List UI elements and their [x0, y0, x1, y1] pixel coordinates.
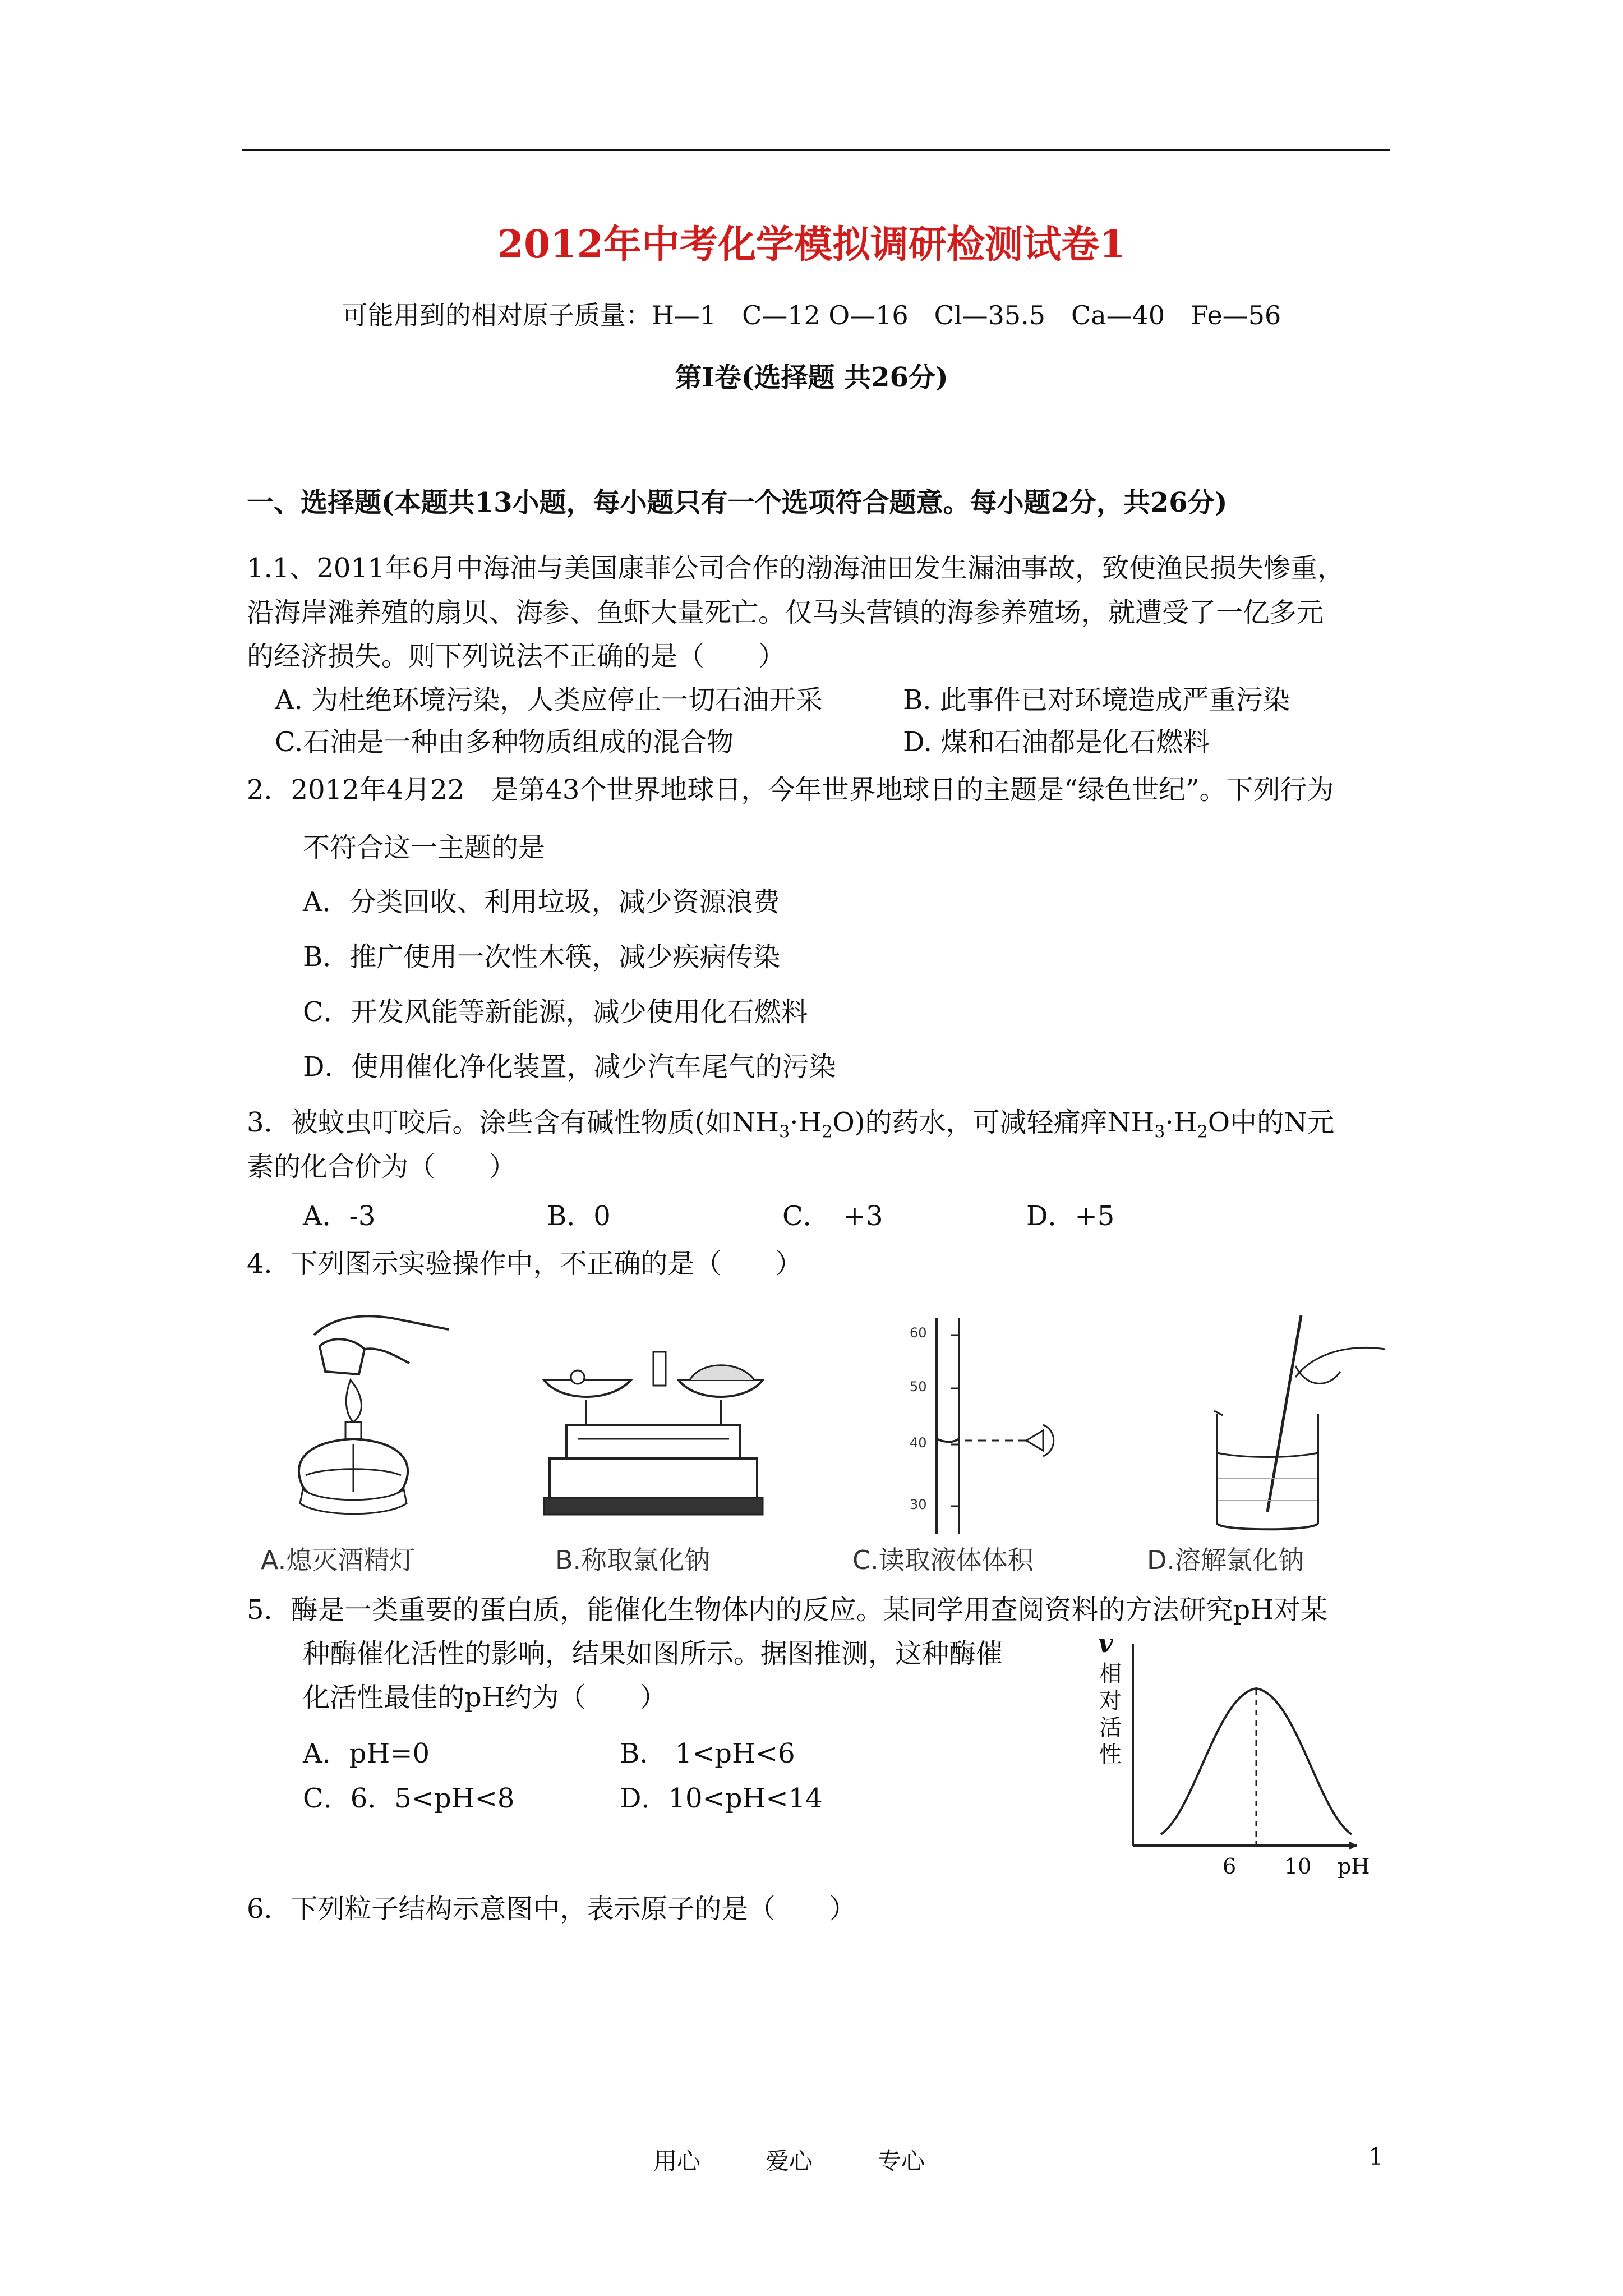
- q5-option-c: C．6．5<pH<8: [303, 1783, 515, 1814]
- q2-line-2: 不符合这一主题的是: [303, 832, 546, 863]
- q5-line-2: 种酶催化活性的影响，结果如图所示。据图推测，这种酶催: [303, 1638, 1003, 1669]
- q5-option-b: B. 1<pH<6: [620, 1738, 795, 1769]
- figure-balance: [538, 1346, 768, 1537]
- q2-option-b: B．推广使用一次性木筷，减少疾病传染: [303, 941, 781, 973]
- footer-item-1: 用心: [653, 2147, 701, 2175]
- enzyme-activity-graph: [1088, 1627, 1402, 1885]
- caption-a: A.熄灭酒精灯: [261, 1545, 416, 1575]
- page-title: 2012年中考化学模拟调研检测试卷1: [497, 222, 1126, 267]
- caption-b: B.称取氯化钠: [555, 1545, 711, 1575]
- q6-line: 6．下列粒子结构示意图中，表示原子的是（ ）: [247, 1893, 856, 1925]
- q2-line-1: 2．2012年4月22 是第43个世界地球日，今年世界地球日的主题是“绿色世纪”。下列行为: [247, 774, 1334, 806]
- q3-line-1: 3．被蚊虫叮咬后。涂些含有碱性物质(如$NH_3\cdot H_2O$)的药水，可减轻痛痒$NH_3\cdot H_2O$中的N元: [247, 1107, 1335, 1142]
- q2-option-d: D．使用催化净化装置，减少汽车尾气的污染: [303, 1051, 836, 1083]
- q4-line: 4．下列图示实验操作中，不正确的是（ ）: [247, 1248, 803, 1280]
- figure-beaker: [1200, 1310, 1385, 1534]
- q1-option-a: A. 为杜绝环境污染，人类应停止一切石油开采: [275, 684, 823, 716]
- q3-option-b: B．0: [547, 1200, 611, 1232]
- cylinder-tick-50: 50: [910, 1379, 927, 1395]
- caption-d: D.溶解氯化钠: [1147, 1545, 1304, 1575]
- header-rule: [242, 149, 1390, 151]
- q1-line-3: 的经济损失。则下列说法不正确的是（ ）: [247, 641, 786, 672]
- atomic-masses: 可能用到的相对原子质量：H—1 C—12 O—16 Cl—35.5 Ca—40 Fe—56: [342, 300, 1281, 330]
- cylinder-tick-30: 30: [910, 1497, 927, 1512]
- footer-item-3: 专心: [878, 2147, 925, 2175]
- figure-measuring-cylinder: [903, 1313, 1088, 1537]
- q2-option-c: C．开发风能等新能源，减少使用化石燃料: [303, 996, 808, 1028]
- volume-title: 第Ⅰ卷(选择题 共26分): [675, 362, 948, 393]
- section-title: 一、选择题(本题共13小题，每小题只有一个选项符合题意。每小题2分，共26分): [247, 487, 1228, 518]
- graph-x-tick-10: 10: [1284, 1854, 1312, 1879]
- q5-line-3: 化活性最佳的pH约为（ ）: [303, 1682, 667, 1713]
- cylinder-tick-60: 60: [910, 1325, 927, 1341]
- q5-line-1: 5．酶是一类重要的蛋白质，能催化生物体内的反应。某同学用查阅资料的方法研究pH对某: [247, 1594, 1328, 1626]
- q1-option-c: C.石油是一种由多种物质组成的混合物: [275, 726, 734, 758]
- q2-option-a: A．分类回收、利用垃圾，减少资源浪费: [303, 886, 780, 918]
- q5-option-a: A．pH=0: [303, 1738, 430, 1769]
- q1-option-d: D. 煤和石油都是化石燃料: [903, 726, 1210, 758]
- q3-line-2: 素的化合价为（ ）: [247, 1151, 517, 1182]
- q1-line-2: 沿海岸滩养殖的扇贝、海参、鱼虾大量死亡。仅马头营镇的海参养殖场，就遭受了一亿多元: [247, 597, 1324, 628]
- q1-option-b: B. 此事件已对环境造成严重污染: [903, 684, 1290, 716]
- q3-option-a: A．-3: [303, 1200, 376, 1232]
- q5-option-d: D．10<pH<14: [620, 1783, 823, 1814]
- footer-item-2: 爱心: [766, 2147, 813, 2175]
- q3-option-d: D．+5: [1026, 1200, 1115, 1232]
- q3-option-c: C． +3: [782, 1200, 883, 1232]
- graph-v-label: v: [1098, 1628, 1113, 1658]
- graph-x-label: pH: [1338, 1854, 1370, 1879]
- q1-line-1: 1.1、2011年6月中海油与美国康菲公司合作的渤海油田发生漏油事故，致使渔民损失惨重，: [247, 553, 1345, 584]
- page-number: 1: [1368, 2143, 1384, 2170]
- caption-c: C.读取液体体积: [852, 1545, 1034, 1575]
- cylinder-tick-40: 40: [910, 1435, 927, 1451]
- graph-x-tick-6: 6: [1223, 1854, 1237, 1879]
- figure-alcohol-lamp: [280, 1296, 465, 1531]
- graph-y-label: 相 对 活 性: [1099, 1661, 1122, 1768]
